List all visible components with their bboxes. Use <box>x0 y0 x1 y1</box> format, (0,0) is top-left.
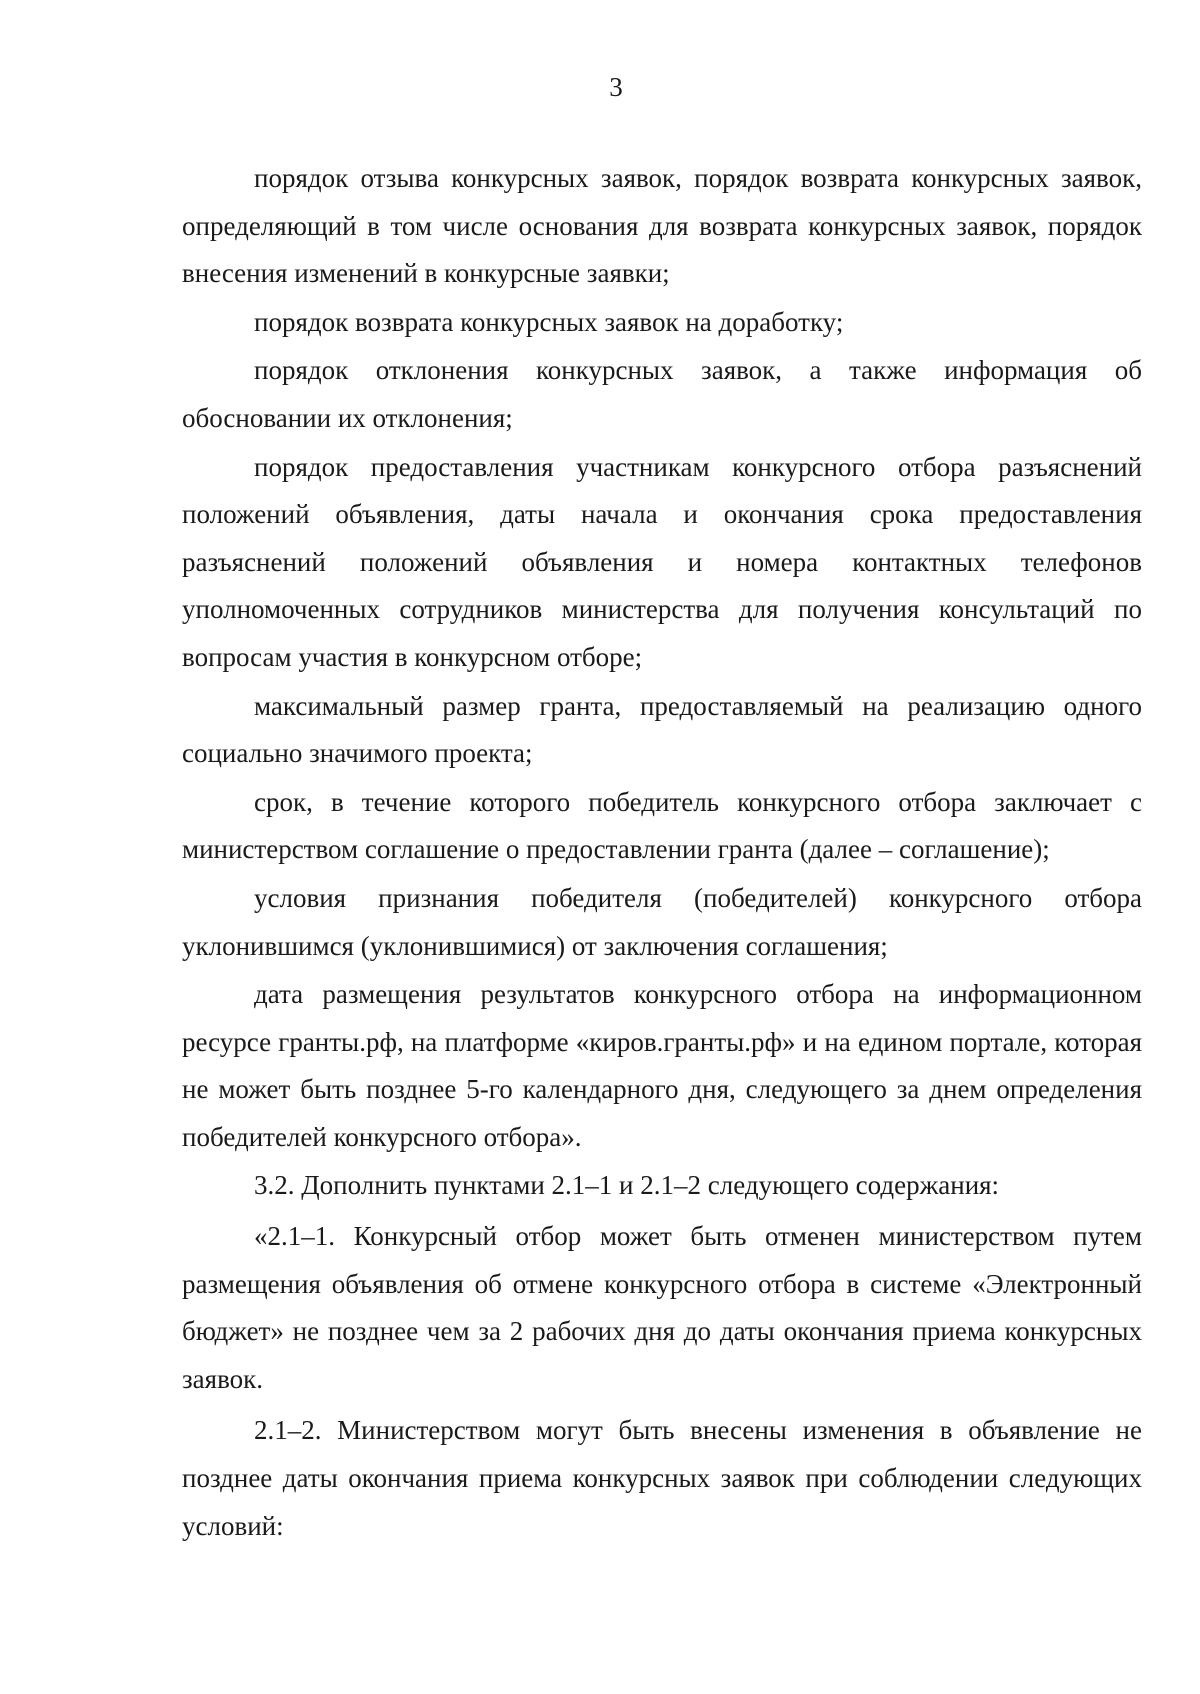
page-number: 3 <box>609 72 623 102</box>
paragraph: дата размещения результатов конкурсного отбора на информационном ресурсе гранты.рф, на платформе «киров.гранты.рф» и на едином портале, которая не может быть позднее 5-го календарного дня, следующего за днем определения победителей конкурсного отбора». <box>182 979 1142 1152</box>
paragraph: порядок предоставления участникам конкурсного отбора разъяснений положений объявления, даты начала и окончания срока предоставления разъяснений положений объявления и номера контактных телефонов уполномоченных сотрудников министерства для получения консультаций по вопросам участия в конкурсном отборе; <box>182 451 1142 672</box>
paragraph: порядок отзыва конкурсных заявок, порядок возврата конкурсных заявок, определяющий в том числе основания для возврата конкурсных заявок, порядок внесения изменений в конкурсные заявки; <box>182 163 1142 289</box>
paragraph: порядок возврата конкурсных заявок на доработку; <box>254 306 844 337</box>
paragraph: условия признания победителя (победителей) конкурсного отбора уклонившимся (уклонившимися) от заключения соглашения; <box>182 882 1142 961</box>
paragraph: максимальный размер гранта, предоставляемый на реализацию одного социально значимого проекта; <box>182 690 1142 769</box>
paragraph: срок, в течение которого победитель конкурсного отбора заключает с министерством соглашение о предоставлении гранта (далее – соглашение); <box>182 786 1142 865</box>
paragraph: порядок отклонения конкурсных заявок, а также информация об обосновании их отклонения; <box>182 355 1142 433</box>
paragraph: 3.2. Дополнить пунктами 2.1–1 и 2.1–2 следующего содержания: <box>254 1170 1000 1201</box>
paragraph: 2.1–2. Министерством могут быть внесены изменения в объявление не позднее даты окончания приема конкурсных заявок при соблюдении следующих условий: <box>182 1415 1142 1541</box>
document-body <box>182 155 1142 1551</box>
paragraph: «2.1–1. Конкурсный отбор может быть отменен министерством путем размещения объявления об отмене конкурсного отбора в системе «Электронный бюджет» не позднее чем за 2 рабочих дня до даты окончания приема конкурсных заявок. <box>182 1221 1142 1394</box>
